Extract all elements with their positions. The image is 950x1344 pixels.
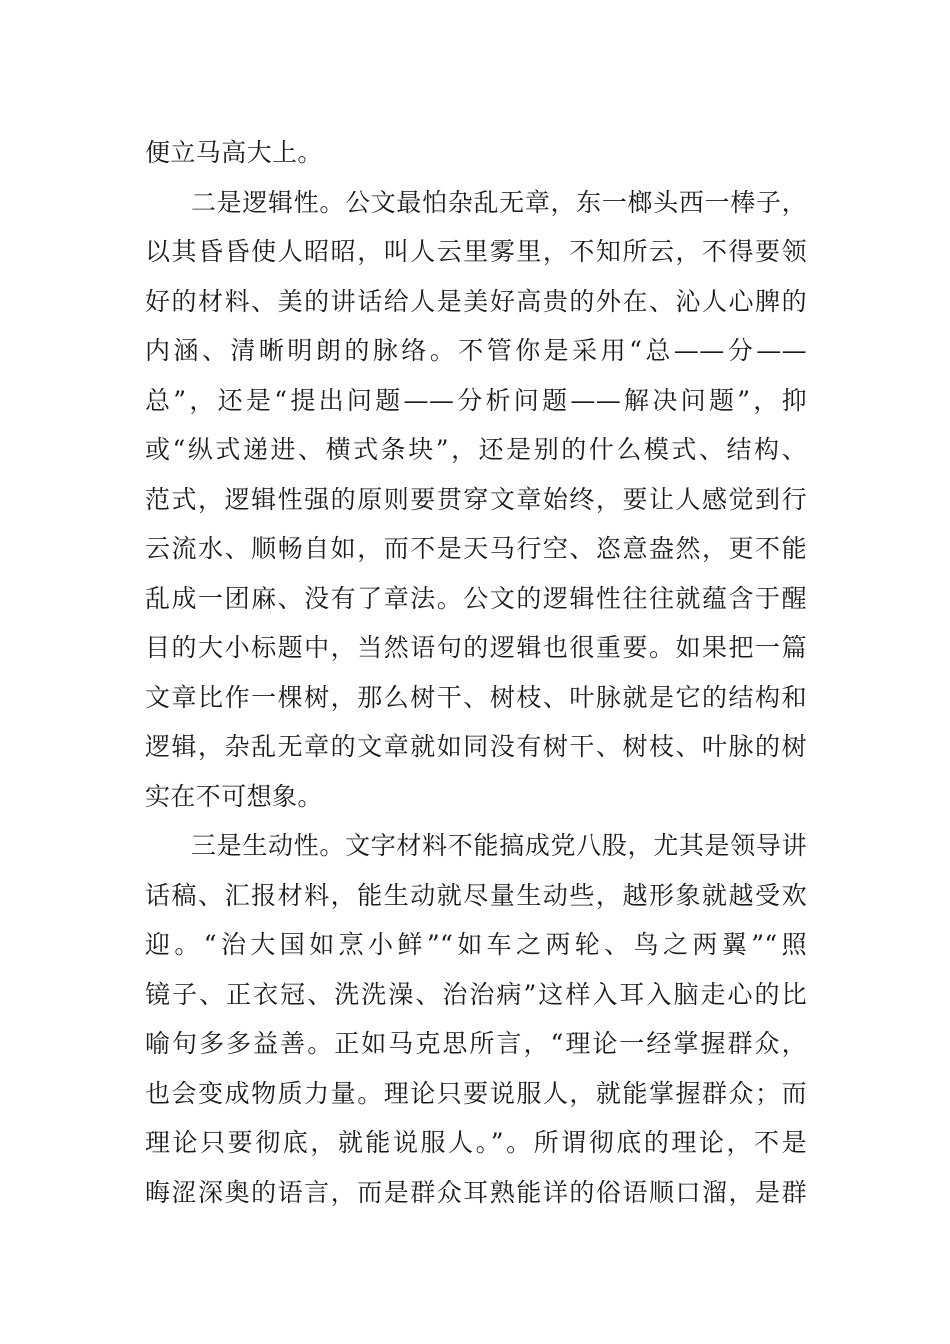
text-line: 三是生动性。文字材料不能搞成党八股，尤其是领导讲 [191,831,807,860]
text-line: 以其昏昏使人昭昭，叫人云里雾里，不知所云，不得要领 [145,237,807,266]
text-line: 便立马高大上。 [145,138,323,167]
text-line: 理论只要彻底，就能说服人。”。所谓彻底的理论，不是 [145,1128,807,1157]
text-line: 话稿、汇报材料，能生动就尽量生动些，越形象就越受欢 [145,880,807,910]
text-line: 乱成一团麻、没有了章法。公文的逻辑性往往就蕴含于醒 [145,583,807,613]
text-line: 范式，逻辑性强的原则要贯穿文章始终，要让人感觉到行 [145,484,807,514]
body-text [145,128,807,1217]
text-line: 或“纵式递进、横式条块”，还是别的什么模式、结构、 [145,435,807,464]
text-line: 迎。“治大国如烹小鲜”“如车之两轮、鸟之两翼”“照 [145,930,807,959]
text-line: 实在不可想象。 [145,781,323,811]
text-line: 总”，还是“提出问题——分析问题——解决问题”，抑 [145,385,807,415]
text-line: 也会变成物质力量。理论只要说服人，就能掌握群众；而 [145,1078,807,1108]
text-line: 镜子、正衣冠、洗洗澡、治治病”这样入耳入脑走心的比 [145,979,807,1009]
text-line: 逻辑，杂乱无章的文章就如同没有树干、树枝、叶脉的树 [145,732,807,761]
text-line: 二是逻辑性。公文最怕杂乱无章，东一榔头西一棒子， [191,187,807,217]
text-line: 喻句多多益善。正如马克思所言，“理论一经掌握群众， [145,1029,807,1058]
text-line: 云流水、顺畅自如，而不是天马行空、恣意盎然，更不能 [145,534,807,563]
text-line: 好的材料、美的讲话给人是美好高贵的外在、沁人心脾的 [145,286,807,316]
text-line: 内涵、清晰明朗的脉络。不管你是采用“总——分—— [145,336,807,365]
text-line: 文章比作一棵树，那么树干、树枝、叶脉就是它的结构和 [145,682,807,712]
text-line: 目的大小标题中，当然语句的逻辑也很重要。如果把一篇 [145,633,807,662]
text-line: 晦涩深奥的语言，而是群众耳熟能详的俗语顺口溜，是群 [145,1177,807,1207]
